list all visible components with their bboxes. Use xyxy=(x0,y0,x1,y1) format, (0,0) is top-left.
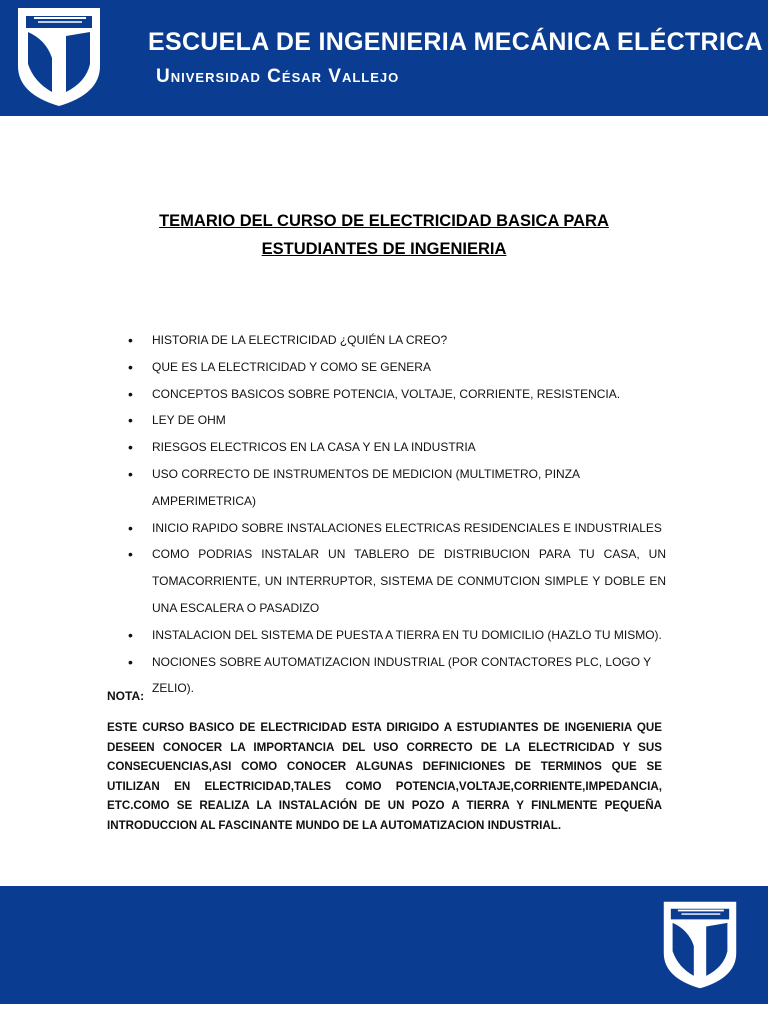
ucv-shield-logo-icon xyxy=(662,896,738,994)
topic-item: • CONCEPTOS BASICOS SOBRE POTENCIA, VOLTAJE, CORRIENTE, RESISTENCIA. xyxy=(126,381,666,408)
document-title xyxy=(100,207,668,263)
topic-item: • RIESGOS ELECTRICOS EN LA CASA Y EN LA INDUSTRIA xyxy=(126,434,666,461)
topics-list xyxy=(126,327,666,702)
topic-item: • USO CORRECTO DE INSTRUMENTOS DE MEDICION (MULTIMETRO, PINZA AMPERIMETRICA) xyxy=(126,461,666,515)
note-label: NOTA: xyxy=(107,689,145,703)
topic-item: • COMO PODRIAS INSTALAR UN TABLERO DE DISTRIBUCION PARA TU CASA, UN TOMACORRIENTE, UN INTERRUPTOR, SISTEMA DE CONMUTCION SIMPLE Y DOBLE EN UNA ESCALERA O PASADIZO xyxy=(126,541,666,621)
note-text: ESTE CURSO BASICO DE ELECTRICIDAD ESTA DIRIGIDO A ESTUDIANTES DE INGENIERIA QUE DESEEN CONOCER LA IMPORTANCIA DEL USO CORRECTO DE LA ELECTRICIDAD Y SUS CONSECUENCIAS,ASI COMO CONOCER ALGUNAS DEFINICIONES DE TERMINOS QUE SE UTILIZAN EN ELECTRICIDAD,TALES COMO POTENCIA,VOLTAJE,CORRIENTE,IMPEDANCIA, ETC.COMO SE REALIZA LA INSTALACIÓN DE UN POZO A TIERRA Y FINLMENTE PEQUEÑA INTRODUCCION AL FASCINANTE MUNDO DE LA AUTOMATIZACION INDUSTRIAL. xyxy=(107,721,662,832)
header-banner xyxy=(0,0,768,116)
topic-item: • HISTORIA DE LA ELECTRICIDAD ¿QUIÉN LA CREO? xyxy=(126,327,666,354)
topic-item: • INICIO RAPIDO SOBRE INSTALACIONES ELECTRICAS RESIDENCIALES E INDUSTRIALES xyxy=(126,515,666,542)
document-title-line1: TEMARIO DEL CURSO DE ELECTRICIDAD BASICA PARA xyxy=(159,212,609,230)
ucv-shield-logo-icon xyxy=(16,6,102,108)
school-title: ESCUELA DE INGENIERIA MECÁNICA ELÉCTRICA xyxy=(148,28,763,56)
topic-item: • INSTALACION DEL SISTEMA DE PUESTA A TIERRA EN TU DOMICILIO (HAZLO TU MISMO). xyxy=(126,622,666,649)
university-name: Universidad César Vallejo xyxy=(156,66,400,87)
topic-item: • LEY DE OHM xyxy=(126,407,666,434)
topic-item: • NOCIONES SOBRE AUTOMATIZACION INDUSTRIAL (POR CONTACTORES PLC, LOGO Y ZELIO). xyxy=(126,649,666,703)
document-title-line2: ESTUDIANTES DE INGENIERIA xyxy=(261,240,507,258)
footer-banner xyxy=(0,886,768,1004)
topic-item: • QUE ES LA ELECTRICIDAD Y COMO SE GENERA xyxy=(126,354,666,381)
